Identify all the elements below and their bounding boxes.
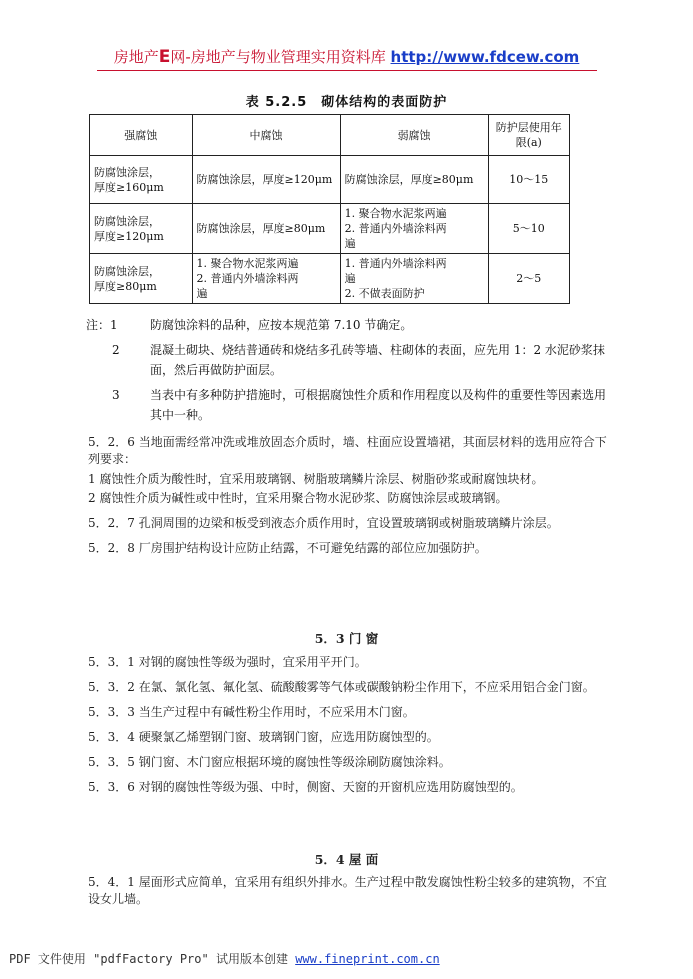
cell-line: 防腐蚀涂层， (94, 264, 160, 278)
cell-line: 1. 聚合物水泥浆两遍 (196, 257, 299, 270)
note-text: 当表中有多种防护措施时，可根据腐蚀性介质和作用程度以及构件的重要性等因素选用其中一种。 (150, 388, 607, 422)
table-notes (86, 315, 612, 430)
cell-line: 遍 (344, 237, 356, 250)
cell-line: 厚度≥120μm (94, 229, 164, 243)
clause-5-3-6: 5．3．6 对钢的腐蚀性等级为强、中时，侧窗、天窗的开窗机应选用防腐蚀型的。 (88, 780, 523, 794)
note-number: 2 (112, 343, 120, 357)
table-cell-years: 2～5 (488, 254, 569, 304)
banner-divider (97, 70, 597, 71)
cell-line: 遍 (196, 287, 208, 300)
cell-line: 防腐蚀涂层，厚度≥120μm (196, 173, 333, 186)
header-medium: 中腐蚀 (192, 115, 340, 156)
note-item (112, 340, 612, 380)
site-banner (0, 46, 693, 71)
table-row (90, 204, 570, 254)
table-title: 表 5.2.5 砌体结构的表面防护 (245, 95, 448, 110)
banner-name-part1: 房地产 (113, 48, 159, 66)
clause-5-2-6-item-1: 1 腐蚀性介质为酸性时，宜采用玻璃钢、树脂玻璃鳞片涂层、树脂砂浆或耐腐蚀块材。 (88, 472, 544, 486)
clause-5-3-2: 5．3．2 在氯、氯化氢、氟化氢、硫酸酸雾等气体或碳酸钠粉尘作用下，不应采用铝合金门窗。 (88, 680, 595, 694)
note-item (86, 315, 612, 335)
banner-name-part3: 网-房地产与物业管理实用资料库 (170, 48, 386, 66)
protection-table (89, 114, 570, 304)
header-years: 防护层使用年限(a) (488, 115, 569, 156)
clause-5-4-1: 5．4．1 屋面形式应简单，宜采用有组织外排水。生产过程中散发腐蚀性粉尘较多的建筑物，不宜设女儿墙。 (88, 875, 607, 906)
section-heading-roof: 5．4 屋 面 (314, 852, 379, 867)
cell-line: 2. 普通内外墙涂料两 (196, 272, 299, 285)
cell-line: 2. 普通内外墙涂料两 (344, 222, 447, 235)
clause-5-3-4: 5．3．4 硬聚氯乙烯塑钢门窗、玻璃钢门窗，应选用防腐蚀型的。 (88, 730, 439, 744)
table-cell-years: 5～10 (488, 204, 569, 254)
clause-5-3-5: 5．3．5 钢门窗、木门窗应根据环境的腐蚀性等级涂刷防腐蚀涂料。 (88, 755, 451, 769)
cell-line: 1. 普通内外墙涂料两 (344, 257, 447, 270)
footer-text: PDF 文件使用 "pdfFactory Pro" 试用版本创建 (9, 952, 288, 966)
cell-line: 遍 (344, 272, 356, 285)
cell-line: 厚度≥160μm (94, 180, 164, 194)
banner-url-link[interactable]: http://www.fdcew.com (390, 48, 580, 66)
table-cell-weak (340, 254, 488, 304)
header-weak: 弱腐蚀 (340, 115, 488, 156)
table-row (90, 156, 570, 204)
cell-line: 1. 聚合物水泥浆两遍 (344, 207, 447, 220)
cell-line: 防腐蚀涂层，厚度≥80μm (196, 222, 326, 235)
note-text: 防腐蚀涂料的品种，应按本规范第 7.10 节确定。 (150, 318, 413, 332)
clause-5-2-7: 5．2．7 孔洞周围的边梁和板受到液态介质作用时，宜设置玻璃钢或树脂玻璃鳞片涂层。 (88, 516, 559, 530)
banner-name-e: E (158, 47, 171, 67)
table-cell-medium (192, 204, 340, 254)
cell-line: 防腐蚀涂层， (94, 165, 160, 179)
cell-line: 防腐蚀涂层， (94, 214, 160, 228)
note-number: 3 (112, 388, 120, 402)
table-cell-weak (340, 156, 488, 204)
table-cell-strong (90, 156, 193, 204)
section-heading-doors-windows: 5．3 门 窗 (314, 631, 379, 646)
cell-line: 防腐蚀涂层，厚度≥80μm (344, 173, 474, 186)
clause-5-2-6-item-2: 2 腐蚀性介质为碱性或中性时，宜采用聚合物水泥砂浆、防腐蚀涂层或玻璃钢。 (88, 491, 508, 505)
pdf-footer (9, 950, 440, 967)
table-cell-medium (192, 254, 340, 304)
table-cell-years: 10～15 (488, 156, 569, 204)
footer-link[interactable]: www.fineprint.com.cn (295, 952, 440, 966)
note-item (112, 385, 612, 425)
cell-line: 厚度≥80μm (94, 279, 157, 293)
table-body (90, 156, 570, 304)
table-cell-medium (192, 156, 340, 204)
clause-5-2-8: 5．2．8 厂房围护结构设计应防止结露，不可避免结露的部位应加强防护。 (88, 541, 487, 555)
note-text: 混凝土砌块、烧结普通砖和烧结多孔砖等墙、柱砌体的表面，应先用 1：2 水泥砂浆抹面，然后再做防护面层。 (150, 343, 605, 377)
header-strong: 强腐蚀 (90, 115, 193, 156)
table-cell-strong (90, 254, 193, 304)
table-cell-strong (90, 204, 193, 254)
cell-line: 2. 不做表面防护 (344, 287, 425, 300)
table-row (90, 254, 570, 304)
table-cell-weak (340, 204, 488, 254)
clause-5-2-6: 5．2．6 当地面需经常冲洗或堆放固态介质时，墙、柱面应设置墙裙，其面层材料的选用应符合下列要求： (88, 435, 607, 466)
clause-5-3-3: 5．3．3 当生产过程中有碱性粉尘作用时，不应采用木门窗。 (88, 705, 415, 719)
note-number: 注：1 (86, 318, 118, 332)
clause-5-3-1: 5．3．1 对钢的腐蚀性等级为强时，宜采用平开门。 (88, 655, 367, 669)
